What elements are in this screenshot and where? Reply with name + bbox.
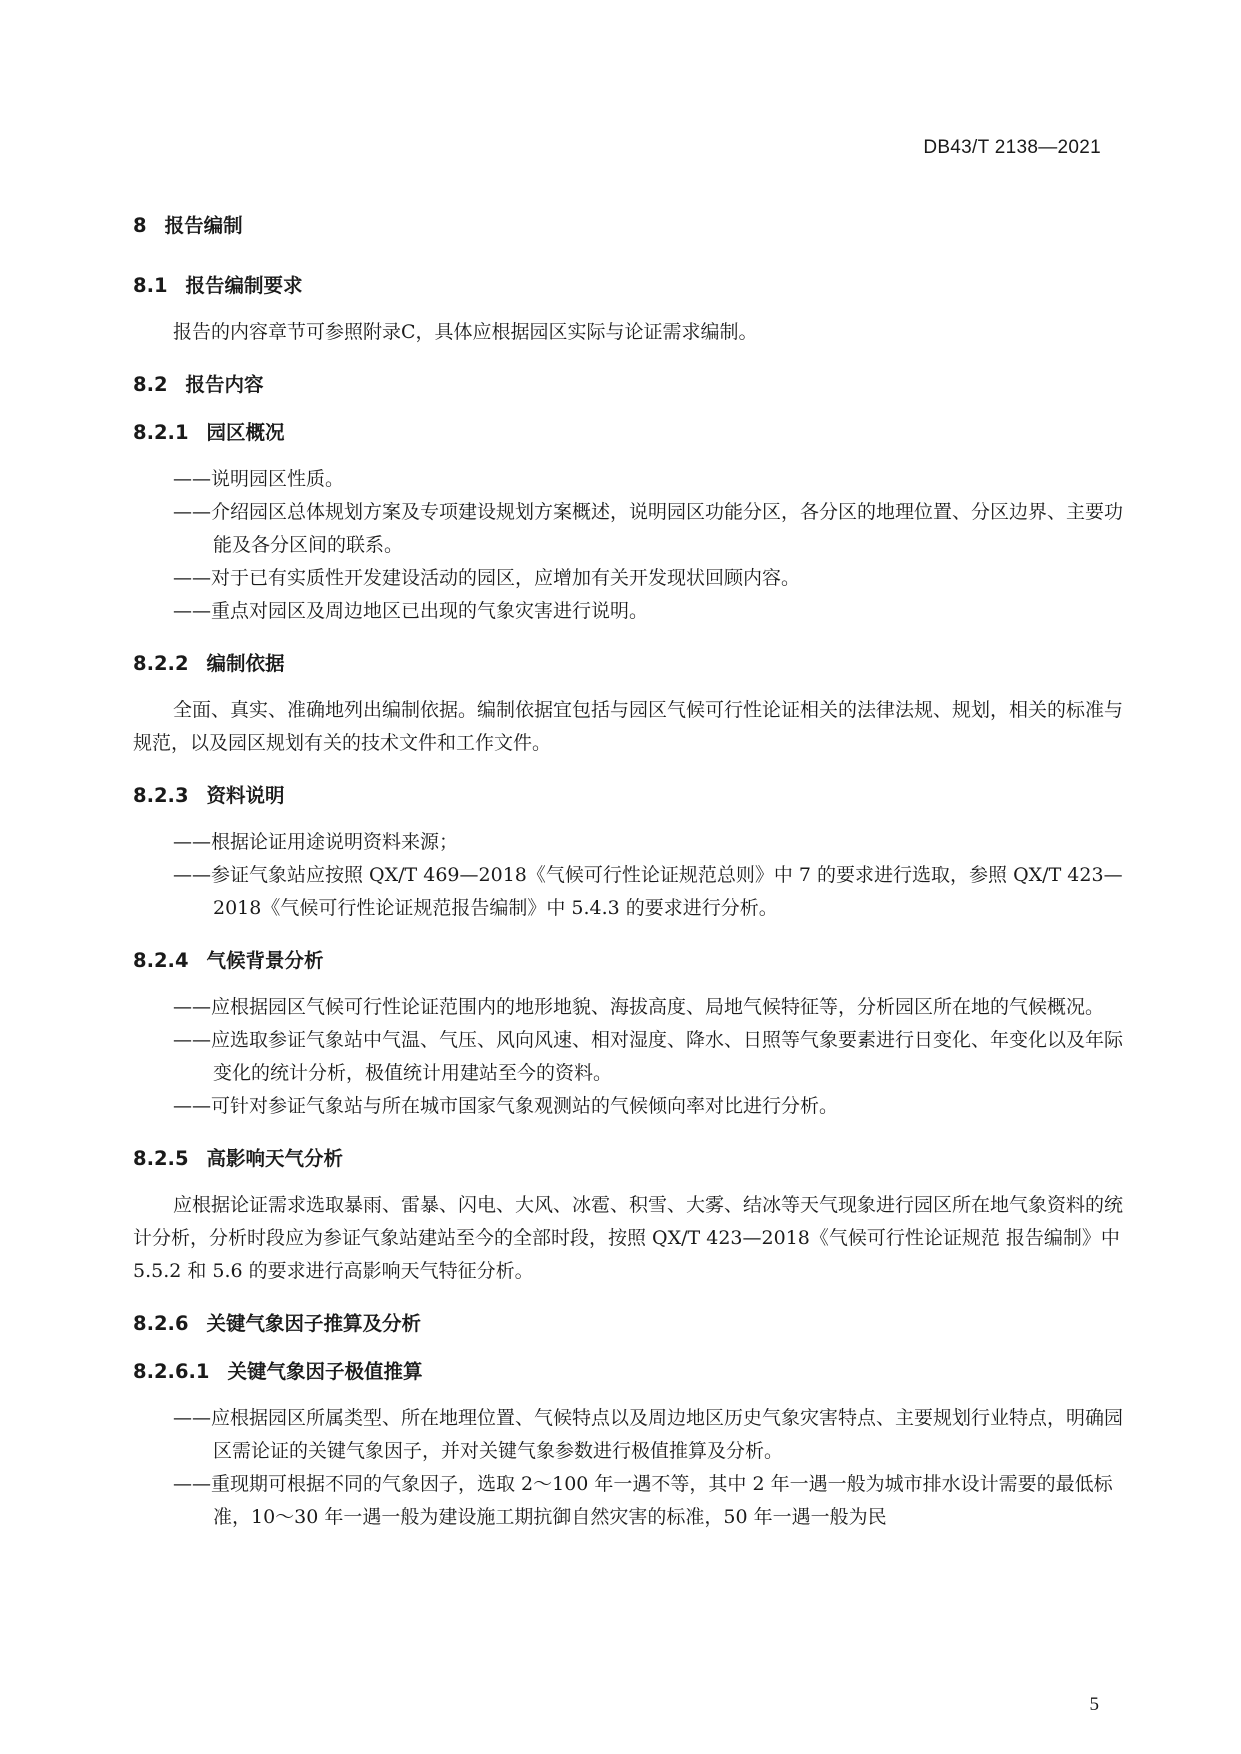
section-title: 高影响天气分析 [206,1147,344,1170]
section-title: 气候背景分析 [206,949,324,972]
section-title: 编制依据 [206,652,285,675]
section-8-2-5-paragraph: 应根据论证需求选取暴雨、雷暴、闪电、大风、冰雹、积雪、大雾、结冰等天气现象进行园区所在地气象资料的统计分析，分析时段应为参证气象站建站至今的全部时段，按照 QX/T 423—2018《气候可行性论证规范 报告编制》中 5.5.2 和 5.6 的要求进行高影响天气特征分析。 [133,1194,1124,1282]
section-8-2-3-list [133,826,1123,925]
list-item: ——说明园区性质。 [173,468,345,490]
section-title: 关键气象因子推算及分析 [206,1312,422,1335]
section-title: 报告内容 [185,373,264,396]
section-8-2-heading [133,369,1123,397]
list-item: ——根据论证用途说明资料来源； [173,831,459,853]
section-8-heading [133,210,1123,238]
list-item: ——对于已有实质性开发建设活动的园区，应增加有关开发现状回顾内容。 [173,567,801,589]
section-8-2-2-heading [133,648,1123,676]
section-8-1-paragraph: 报告的内容章节可参照附录C，具体应根据园区实际与论证需求编制。 [173,321,758,343]
list-item: ——介绍园区总体规划方案及专项建设规划方案概述，说明园区功能分区，各分区的地理位置、分区边界、主要功能及各分区间的联系。 [173,501,1124,556]
section-title: 园区概况 [206,421,285,444]
list-item: ——参证气象站应按照 QX/T 469—2018《气候可行性论证规范总则》中 7 的要求进行选取，参照 QX/T 423—2018《气候可行性论证规范报告编制》中 5.4.3 的要求进行分析。 [173,864,1123,919]
section-title: 关键气象因子极值推算 [227,1360,423,1383]
list-item: ——可针对参证气象站与所在城市国家气象观测站的气候倾向率对比进行分析。 [173,1095,839,1117]
section-number: 8.2.6 [133,1312,189,1335]
section-8-2-4-heading [133,945,1123,973]
section-title: 资料说明 [206,784,285,807]
section-number: 8 [133,214,147,237]
section-number: 8.2.6.1 [133,1360,210,1383]
section-8-2-1-list [133,463,1123,628]
section-8-2-2-paragraph: 全面、真实、准确地列出编制依据。编制依据宜包括与园区气候可行性论证相关的法律法规、规划，相关的标准与规范，以及园区规划有关的技术文件和工作文件。 [133,699,1124,754]
section-title: 报告编制 [164,214,243,237]
page-number: 5 [1089,1694,1099,1715]
list-item: ——重现期可根据不同的气象因子，选取 2～100 年一遇不等，其中 2 年一遇一般为城市排水设计需要的最低标准，10～30 年一遇一般为建设施工期抗御自然灾害的标准，50 年一遇一般为民 [173,1473,1113,1528]
section-8-1-heading [133,270,1123,298]
section-8-2-5-heading [133,1143,1123,1171]
section-8-2-6-heading [133,1308,1123,1336]
section-8-2-6-1-list [133,1402,1123,1534]
list-item: ——应根据园区所属类型、所在地理位置、气候特点以及周边地区历史气象灾害特点、主要规划行业特点，明确园区需论证的关键气象因子，并对关键气象参数进行极值推算及分析。 [173,1407,1124,1462]
document-body [133,210,1123,1548]
section-8-2-4-list [133,991,1123,1123]
list-item: ——重点对园区及周边地区已出现的气象灾害进行说明。 [173,600,649,622]
section-number: 8.2.1 [133,421,189,444]
section-title: 报告编制要求 [185,274,303,297]
document-code: DB43/T 2138—2021 [923,137,1101,158]
section-number: 8.2 [133,373,168,396]
list-item: ——应选取参证气象站中气温、气压、风向风速、相对湿度、降水、日照等气象要素进行日变化、年变化以及年际变化的统计分析，极值统计用建站至今的资料。 [173,1029,1124,1084]
section-number: 8.2.3 [133,784,189,807]
list-item: ——应根据园区气候可行性论证范围内的地形地貌、海拔高度、局地气候特征等，分析园区所在地的气候概况。 [173,996,1105,1018]
section-number: 8.1 [133,274,168,297]
section-number: 8.2.4 [133,949,189,972]
section-8-2-3-heading [133,780,1123,808]
section-8-2-1-heading [133,417,1123,445]
section-8-2-6-1-heading [133,1356,1123,1384]
section-number: 8.2.2 [133,652,189,675]
section-number: 8.2.5 [133,1147,189,1170]
